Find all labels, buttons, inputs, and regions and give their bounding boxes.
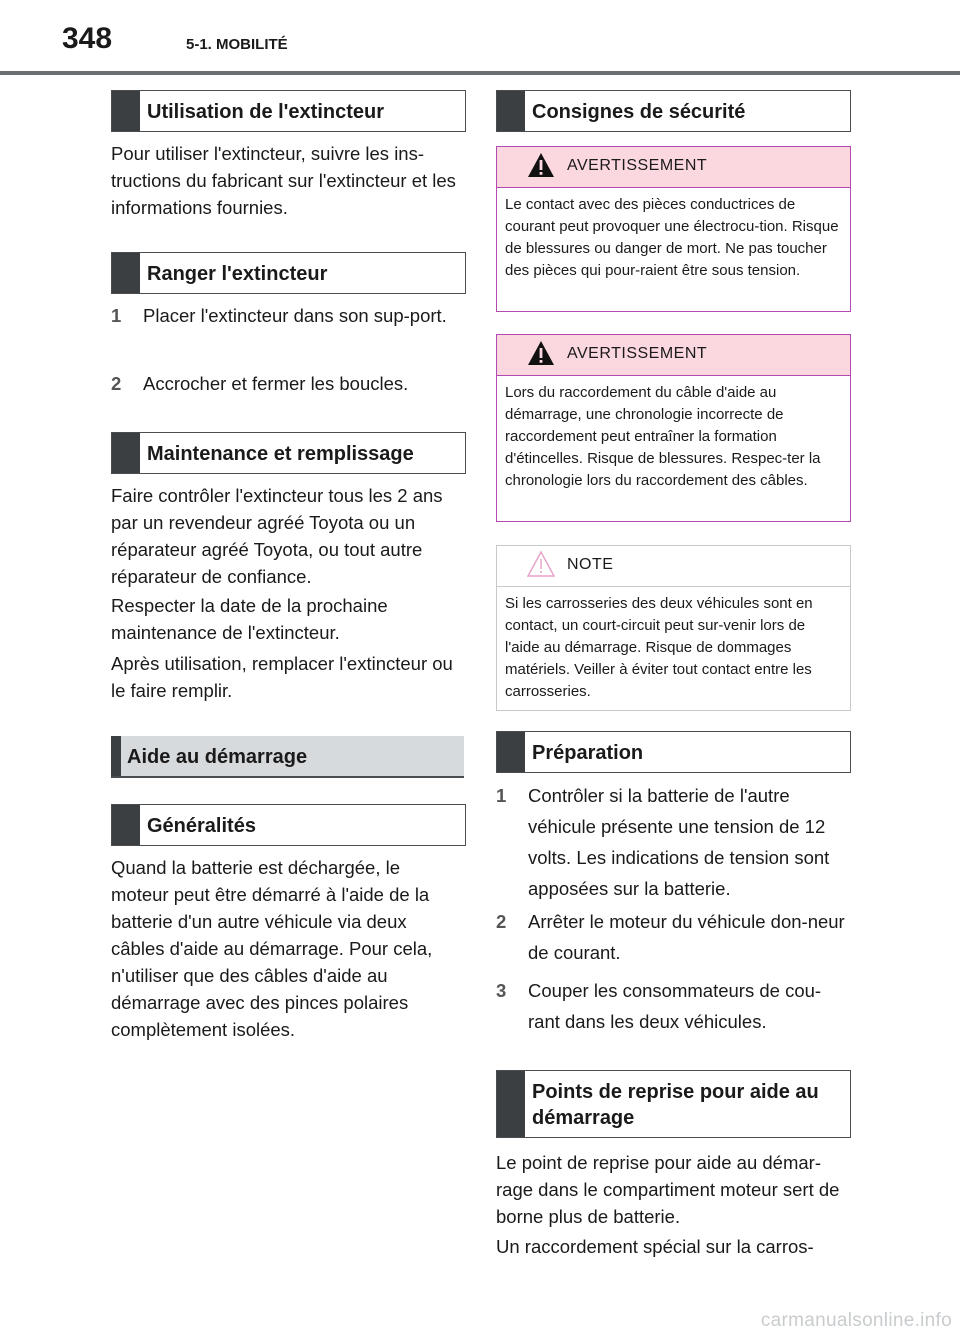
step-text: Contrôler si la batterie de l'autre véhicule présente une tension de 12 volts. Les indications de tension sont apposées sur la batterie.	[528, 785, 830, 899]
heading-bar	[112, 433, 140, 473]
note-body: Si les carrosseries des deux véhicules sont en contact, un court-circuit peut sur-venir lors de l'aide au démarrage. Risque de dommages matériels. Veiller à éviter tout contact entre les carrosseries.	[505, 595, 813, 700]
heading-utilisation	[111, 90, 466, 132]
paragraph-points-2: Un raccordement spécial sur la carros-	[496, 1236, 814, 1257]
heading-bar	[112, 253, 140, 293]
heading-text: Maintenance et remplissage	[147, 443, 414, 465]
chapter-title: 5-1. MOBILITÉ	[186, 36, 288, 53]
page-header	[0, 0, 960, 76]
paragraph-points-1: Le point de reprise pour aide au démar-rage dans le compartiment moteur sert de borne plus de batterie.	[496, 1152, 840, 1227]
step-number: 1	[111, 305, 122, 326]
heading-bar	[112, 805, 140, 845]
heading-bar	[497, 91, 525, 131]
heading-bar	[497, 1071, 525, 1137]
heading-bar	[112, 91, 140, 131]
step-text: Couper les consommateurs de cou-rant dans les deux véhicules.	[528, 980, 822, 1032]
paragraph-maintenance-3: Après utilisation, remplacer l'extincteur ou le faire remplir.	[111, 653, 453, 701]
paragraph-generalites: Quand la batterie est déchargée, le moteur peut être démarré à l'aide de la batterie d'un autre véhicule via deux câbles d'aide au démarrage. Pour cela, n'utiliser que des câbles d'aide au démarrage avec des pinces polaires complètement isolées.	[111, 857, 433, 1040]
step-number: 2	[111, 373, 122, 394]
heading-ranger	[111, 252, 466, 294]
heading-bar	[497, 732, 525, 772]
step-number: 2	[496, 911, 507, 932]
heading-generalites	[111, 804, 466, 846]
note-box	[496, 545, 851, 711]
heading-points-reprise	[496, 1070, 851, 1138]
heading-text: Utilisation de l'extincteur	[147, 101, 385, 123]
heading-aide-demarrage	[111, 736, 464, 778]
note-title: NOTE	[567, 556, 614, 573]
heading-text: Généralités	[147, 815, 256, 837]
note-triangle-icon	[527, 550, 555, 583]
warning-triangle-icon	[527, 151, 555, 184]
heading-maintenance	[111, 432, 466, 474]
step-number: 1	[496, 785, 507, 806]
heading-text: Points de reprise pour aide au démarrage	[532, 1081, 819, 1129]
step-text: Accrocher et fermer les boucles.	[143, 373, 409, 394]
watermark: carmanualsonline.info	[760, 1310, 952, 1331]
warning-title: AVERTISSEMENT	[567, 157, 708, 174]
note-header	[497, 546, 850, 587]
step-number: 3	[496, 980, 507, 1001]
heading-text: Consignes de sécurité	[532, 101, 746, 123]
paragraph-maintenance-2: Respecter la date de la prochaine maintenance de l'extincteur.	[111, 595, 388, 643]
warning-body: Lors du raccordement du câble d'aide au démarrage, une chronologie incorrecte de raccordement peut entraîner la formation d'étincelles. Risque de blessures. Respec-ter la chronologie lors du raccordement des câbles.	[505, 384, 821, 489]
warning-title: AVERTISSEMENT	[567, 345, 708, 362]
heading-text: Préparation	[532, 742, 644, 764]
warning-box-2	[496, 334, 851, 522]
heading-consignes	[496, 90, 851, 132]
warning-box-1	[496, 146, 851, 312]
heading-text: Ranger l'extincteur	[147, 263, 328, 285]
heading-preparation	[496, 731, 851, 773]
heading-bar	[111, 736, 121, 776]
header-rule	[0, 71, 960, 75]
warning-header	[497, 335, 850, 376]
warning-triangle-icon	[527, 339, 555, 372]
warning-header	[497, 147, 850, 188]
step-text: Arrêter le moteur du véhicule don-neur de courant.	[528, 911, 845, 963]
heading-text: Aide au démarrage	[127, 746, 308, 768]
step-text: Placer l'extincteur dans son sup-port.	[143, 305, 447, 326]
warning-body: Le contact avec des pièces conductrices de courant peut provoquer une électrocu-tion. Risque de blessures ou danger de mort. Ne pas toucher des pièces qui pour-raient être sous tension.	[505, 196, 839, 279]
paragraph-utilisation: Pour utiliser l'extincteur, suivre les ins-tructions du fabricant sur l'extincteur et les informations fournies.	[111, 143, 456, 218]
paragraph-maintenance-1: Faire contrôler l'extincteur tous les 2 ans par un revendeur agréé Toyota ou un réparateur agréé Toyota, ou tout autre réparateur de confiance.	[111, 485, 443, 587]
page-number: 348	[62, 22, 113, 55]
